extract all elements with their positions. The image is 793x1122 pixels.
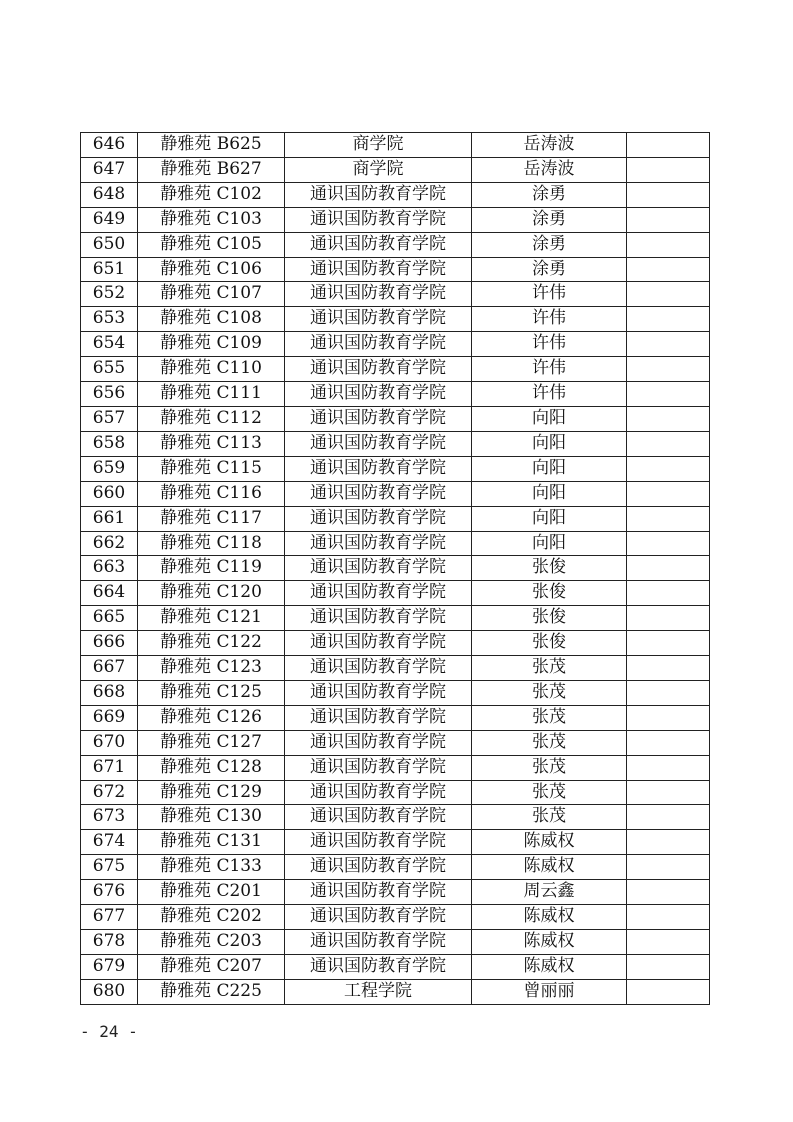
cell-person: 向阳 (472, 431, 627, 456)
cell-college: 通识国防教育学院 (285, 506, 472, 531)
cell-person: 向阳 (472, 506, 627, 531)
table-row (81, 581, 710, 606)
cell-note (627, 880, 710, 905)
cell-room: 静雅苑 C103 (138, 207, 285, 232)
cell-room: 静雅苑 C126 (138, 705, 285, 730)
cell-note (627, 531, 710, 556)
cell-note (627, 680, 710, 705)
cell-room: 静雅苑 C119 (138, 556, 285, 581)
cell-note (627, 780, 710, 805)
cell-college: 通识国防教育学院 (285, 282, 472, 307)
table-row (81, 531, 710, 556)
cell-number: 672 (81, 780, 138, 805)
table-body (81, 133, 710, 1005)
table-row (81, 730, 710, 755)
table-row (81, 257, 710, 282)
cell-college: 商学院 (285, 157, 472, 182)
cell-college: 通识国防教育学院 (285, 755, 472, 780)
table-row (81, 606, 710, 631)
cell-room: 静雅苑 C120 (138, 581, 285, 606)
cell-person: 张茂 (472, 780, 627, 805)
cell-note (627, 556, 710, 581)
table-row (81, 182, 710, 207)
cell-note (627, 406, 710, 431)
cell-number: 671 (81, 755, 138, 780)
cell-note (627, 979, 710, 1004)
cell-college: 通识国防教育学院 (285, 805, 472, 830)
cell-note (627, 581, 710, 606)
cell-college: 通识国防教育学院 (285, 830, 472, 855)
table-row (81, 406, 710, 431)
cell-room: 静雅苑 C122 (138, 631, 285, 656)
cell-room: 静雅苑 C115 (138, 456, 285, 481)
cell-number: 648 (81, 182, 138, 207)
cell-college: 通识国防教育学院 (285, 905, 472, 930)
cell-room: 静雅苑 C127 (138, 730, 285, 755)
cell-college: 通识国防教育学院 (285, 780, 472, 805)
table-row (81, 357, 710, 382)
cell-person: 陈威权 (472, 855, 627, 880)
cell-room: 静雅苑 B625 (138, 133, 285, 158)
cell-number: 659 (81, 456, 138, 481)
cell-college: 通识国防教育学院 (285, 382, 472, 407)
cell-number: 678 (81, 930, 138, 955)
cell-number: 668 (81, 680, 138, 705)
cell-college: 通识国防教育学院 (285, 207, 472, 232)
table-row (81, 481, 710, 506)
table-row (81, 282, 710, 307)
cell-college: 通识国防教育学院 (285, 880, 472, 905)
cell-number: 667 (81, 656, 138, 681)
cell-person: 许伟 (472, 357, 627, 382)
cell-person: 向阳 (472, 481, 627, 506)
table-row (81, 506, 710, 531)
cell-college: 通识国防教育学院 (285, 531, 472, 556)
cell-person: 陈威权 (472, 830, 627, 855)
cell-person: 周云鑫 (472, 880, 627, 905)
cell-person: 陈威权 (472, 954, 627, 979)
table-row (81, 905, 710, 930)
cell-number: 664 (81, 581, 138, 606)
cell-room: 静雅苑 C207 (138, 954, 285, 979)
cell-person: 岳涛波 (472, 133, 627, 158)
cell-number: 654 (81, 332, 138, 357)
cell-number: 658 (81, 431, 138, 456)
cell-room: 静雅苑 C133 (138, 855, 285, 880)
cell-college: 通识国防教育学院 (285, 307, 472, 332)
cell-note (627, 431, 710, 456)
cell-college: 通识国防教育学院 (285, 481, 472, 506)
cell-person: 岳涛波 (472, 157, 627, 182)
cell-note (627, 456, 710, 481)
table-row (81, 805, 710, 830)
cell-number: 675 (81, 855, 138, 880)
cell-college: 通识国防教育学院 (285, 855, 472, 880)
cell-college: 商学院 (285, 133, 472, 158)
cell-college: 通识国防教育学院 (285, 257, 472, 282)
cell-number: 655 (81, 357, 138, 382)
cell-note (627, 730, 710, 755)
cell-person: 向阳 (472, 531, 627, 556)
cell-note (627, 207, 710, 232)
cell-person: 张俊 (472, 556, 627, 581)
cell-number: 650 (81, 232, 138, 257)
table-row (81, 631, 710, 656)
cell-number: 670 (81, 730, 138, 755)
cell-number: 651 (81, 257, 138, 282)
cell-number: 646 (81, 133, 138, 158)
table-row (81, 930, 710, 955)
cell-note (627, 182, 710, 207)
table-row (81, 332, 710, 357)
cell-person: 向阳 (472, 406, 627, 431)
table-row (81, 456, 710, 481)
cell-number: 679 (81, 954, 138, 979)
table-row (81, 680, 710, 705)
table-row (81, 382, 710, 407)
cell-number: 674 (81, 830, 138, 855)
table-row (81, 954, 710, 979)
cell-room: 静雅苑 C203 (138, 930, 285, 955)
cell-note (627, 656, 710, 681)
cell-college: 通识国防教育学院 (285, 680, 472, 705)
cell-room: 静雅苑 C131 (138, 830, 285, 855)
room-assignment-table (80, 132, 710, 1005)
cell-room: 静雅苑 C116 (138, 481, 285, 506)
cell-person: 涂勇 (472, 257, 627, 282)
table-row (81, 133, 710, 158)
cell-note (627, 606, 710, 631)
cell-note (627, 257, 710, 282)
cell-note (627, 506, 710, 531)
cell-person: 陈威权 (472, 905, 627, 930)
table-row (81, 556, 710, 581)
cell-person: 许伟 (472, 282, 627, 307)
cell-room: 静雅苑 C129 (138, 780, 285, 805)
cell-room: 静雅苑 C118 (138, 531, 285, 556)
cell-number: 677 (81, 905, 138, 930)
cell-college: 通识国防教育学院 (285, 954, 472, 979)
cell-note (627, 855, 710, 880)
cell-number: 666 (81, 631, 138, 656)
cell-college: 通识国防教育学院 (285, 656, 472, 681)
table-row (81, 830, 710, 855)
cell-room: 静雅苑 C125 (138, 680, 285, 705)
cell-person: 张茂 (472, 805, 627, 830)
table-row (81, 157, 710, 182)
cell-note (627, 755, 710, 780)
cell-college: 通识国防教育学院 (285, 456, 472, 481)
cell-number: 665 (81, 606, 138, 631)
table-row (81, 431, 710, 456)
cell-number: 676 (81, 880, 138, 905)
cell-note (627, 905, 710, 930)
cell-college: 通识国防教育学院 (285, 431, 472, 456)
table-row (81, 705, 710, 730)
cell-room: 静雅苑 C105 (138, 232, 285, 257)
table-row (81, 780, 710, 805)
table-row (81, 232, 710, 257)
cell-college: 通识国防教育学院 (285, 232, 472, 257)
cell-number: 656 (81, 382, 138, 407)
cell-note (627, 157, 710, 182)
cell-person: 曾丽丽 (472, 979, 627, 1004)
cell-college: 通识国防教育学院 (285, 556, 472, 581)
cell-room: 静雅苑 C102 (138, 182, 285, 207)
cell-person: 许伟 (472, 382, 627, 407)
cell-person: 张茂 (472, 730, 627, 755)
table-row (81, 855, 710, 880)
cell-number: 652 (81, 282, 138, 307)
cell-room: 静雅苑 C202 (138, 905, 285, 930)
cell-room: 静雅苑 C112 (138, 406, 285, 431)
cell-college: 通识国防教育学院 (285, 631, 472, 656)
cell-number: 662 (81, 531, 138, 556)
cell-note (627, 357, 710, 382)
table-row (81, 207, 710, 232)
cell-person: 张茂 (472, 680, 627, 705)
cell-note (627, 930, 710, 955)
cell-room: 静雅苑 C121 (138, 606, 285, 631)
cell-person: 张俊 (472, 606, 627, 631)
cell-note (627, 133, 710, 158)
table-row (81, 656, 710, 681)
cell-person: 张茂 (472, 755, 627, 780)
cell-number: 669 (81, 705, 138, 730)
cell-room: 静雅苑 C117 (138, 506, 285, 531)
cell-room: 静雅苑 C225 (138, 979, 285, 1004)
page-number: - 24 - (80, 1022, 138, 1041)
cell-note (627, 954, 710, 979)
cell-number: 647 (81, 157, 138, 182)
cell-person: 许伟 (472, 307, 627, 332)
cell-room: 静雅苑 B627 (138, 157, 285, 182)
cell-person: 张茂 (472, 656, 627, 681)
cell-person: 许伟 (472, 332, 627, 357)
cell-room: 静雅苑 C123 (138, 656, 285, 681)
cell-number: 673 (81, 805, 138, 830)
cell-room: 静雅苑 C111 (138, 382, 285, 407)
cell-number: 657 (81, 406, 138, 431)
cell-note (627, 382, 710, 407)
cell-number: 653 (81, 307, 138, 332)
cell-college: 通识国防教育学院 (285, 705, 472, 730)
cell-note (627, 307, 710, 332)
cell-note (627, 282, 710, 307)
cell-person: 张俊 (472, 631, 627, 656)
cell-college: 通识国防教育学院 (285, 357, 472, 382)
cell-college: 通识国防教育学院 (285, 182, 472, 207)
cell-note (627, 631, 710, 656)
table-row (81, 880, 710, 905)
cell-number: 680 (81, 979, 138, 1004)
cell-person: 向阳 (472, 456, 627, 481)
cell-note (627, 830, 710, 855)
cell-person: 陈威权 (472, 930, 627, 955)
cell-room: 静雅苑 C109 (138, 332, 285, 357)
cell-person: 张俊 (472, 581, 627, 606)
cell-college: 通识国防教育学院 (285, 406, 472, 431)
cell-college: 通识国防教育学院 (285, 581, 472, 606)
cell-room: 静雅苑 C113 (138, 431, 285, 456)
table-row (81, 307, 710, 332)
cell-room: 静雅苑 C110 (138, 357, 285, 382)
cell-note (627, 232, 710, 257)
cell-person: 张茂 (472, 705, 627, 730)
cell-college: 通识国防教育学院 (285, 930, 472, 955)
cell-college: 通识国防教育学院 (285, 606, 472, 631)
table-row (81, 755, 710, 780)
cell-note (627, 481, 710, 506)
cell-person: 涂勇 (472, 232, 627, 257)
cell-note (627, 705, 710, 730)
cell-college: 工程学院 (285, 979, 472, 1004)
cell-number: 661 (81, 506, 138, 531)
cell-room: 静雅苑 C107 (138, 282, 285, 307)
cell-number: 663 (81, 556, 138, 581)
cell-room: 静雅苑 C108 (138, 307, 285, 332)
table-row (81, 979, 710, 1004)
cell-college: 通识国防教育学院 (285, 332, 472, 357)
cell-room: 静雅苑 C201 (138, 880, 285, 905)
cell-person: 涂勇 (472, 207, 627, 232)
cell-note (627, 332, 710, 357)
cell-college: 通识国防教育学院 (285, 730, 472, 755)
cell-room: 静雅苑 C128 (138, 755, 285, 780)
cell-room: 静雅苑 C130 (138, 805, 285, 830)
cell-number: 660 (81, 481, 138, 506)
cell-note (627, 805, 710, 830)
cell-number: 649 (81, 207, 138, 232)
cell-room: 静雅苑 C106 (138, 257, 285, 282)
cell-person: 涂勇 (472, 182, 627, 207)
